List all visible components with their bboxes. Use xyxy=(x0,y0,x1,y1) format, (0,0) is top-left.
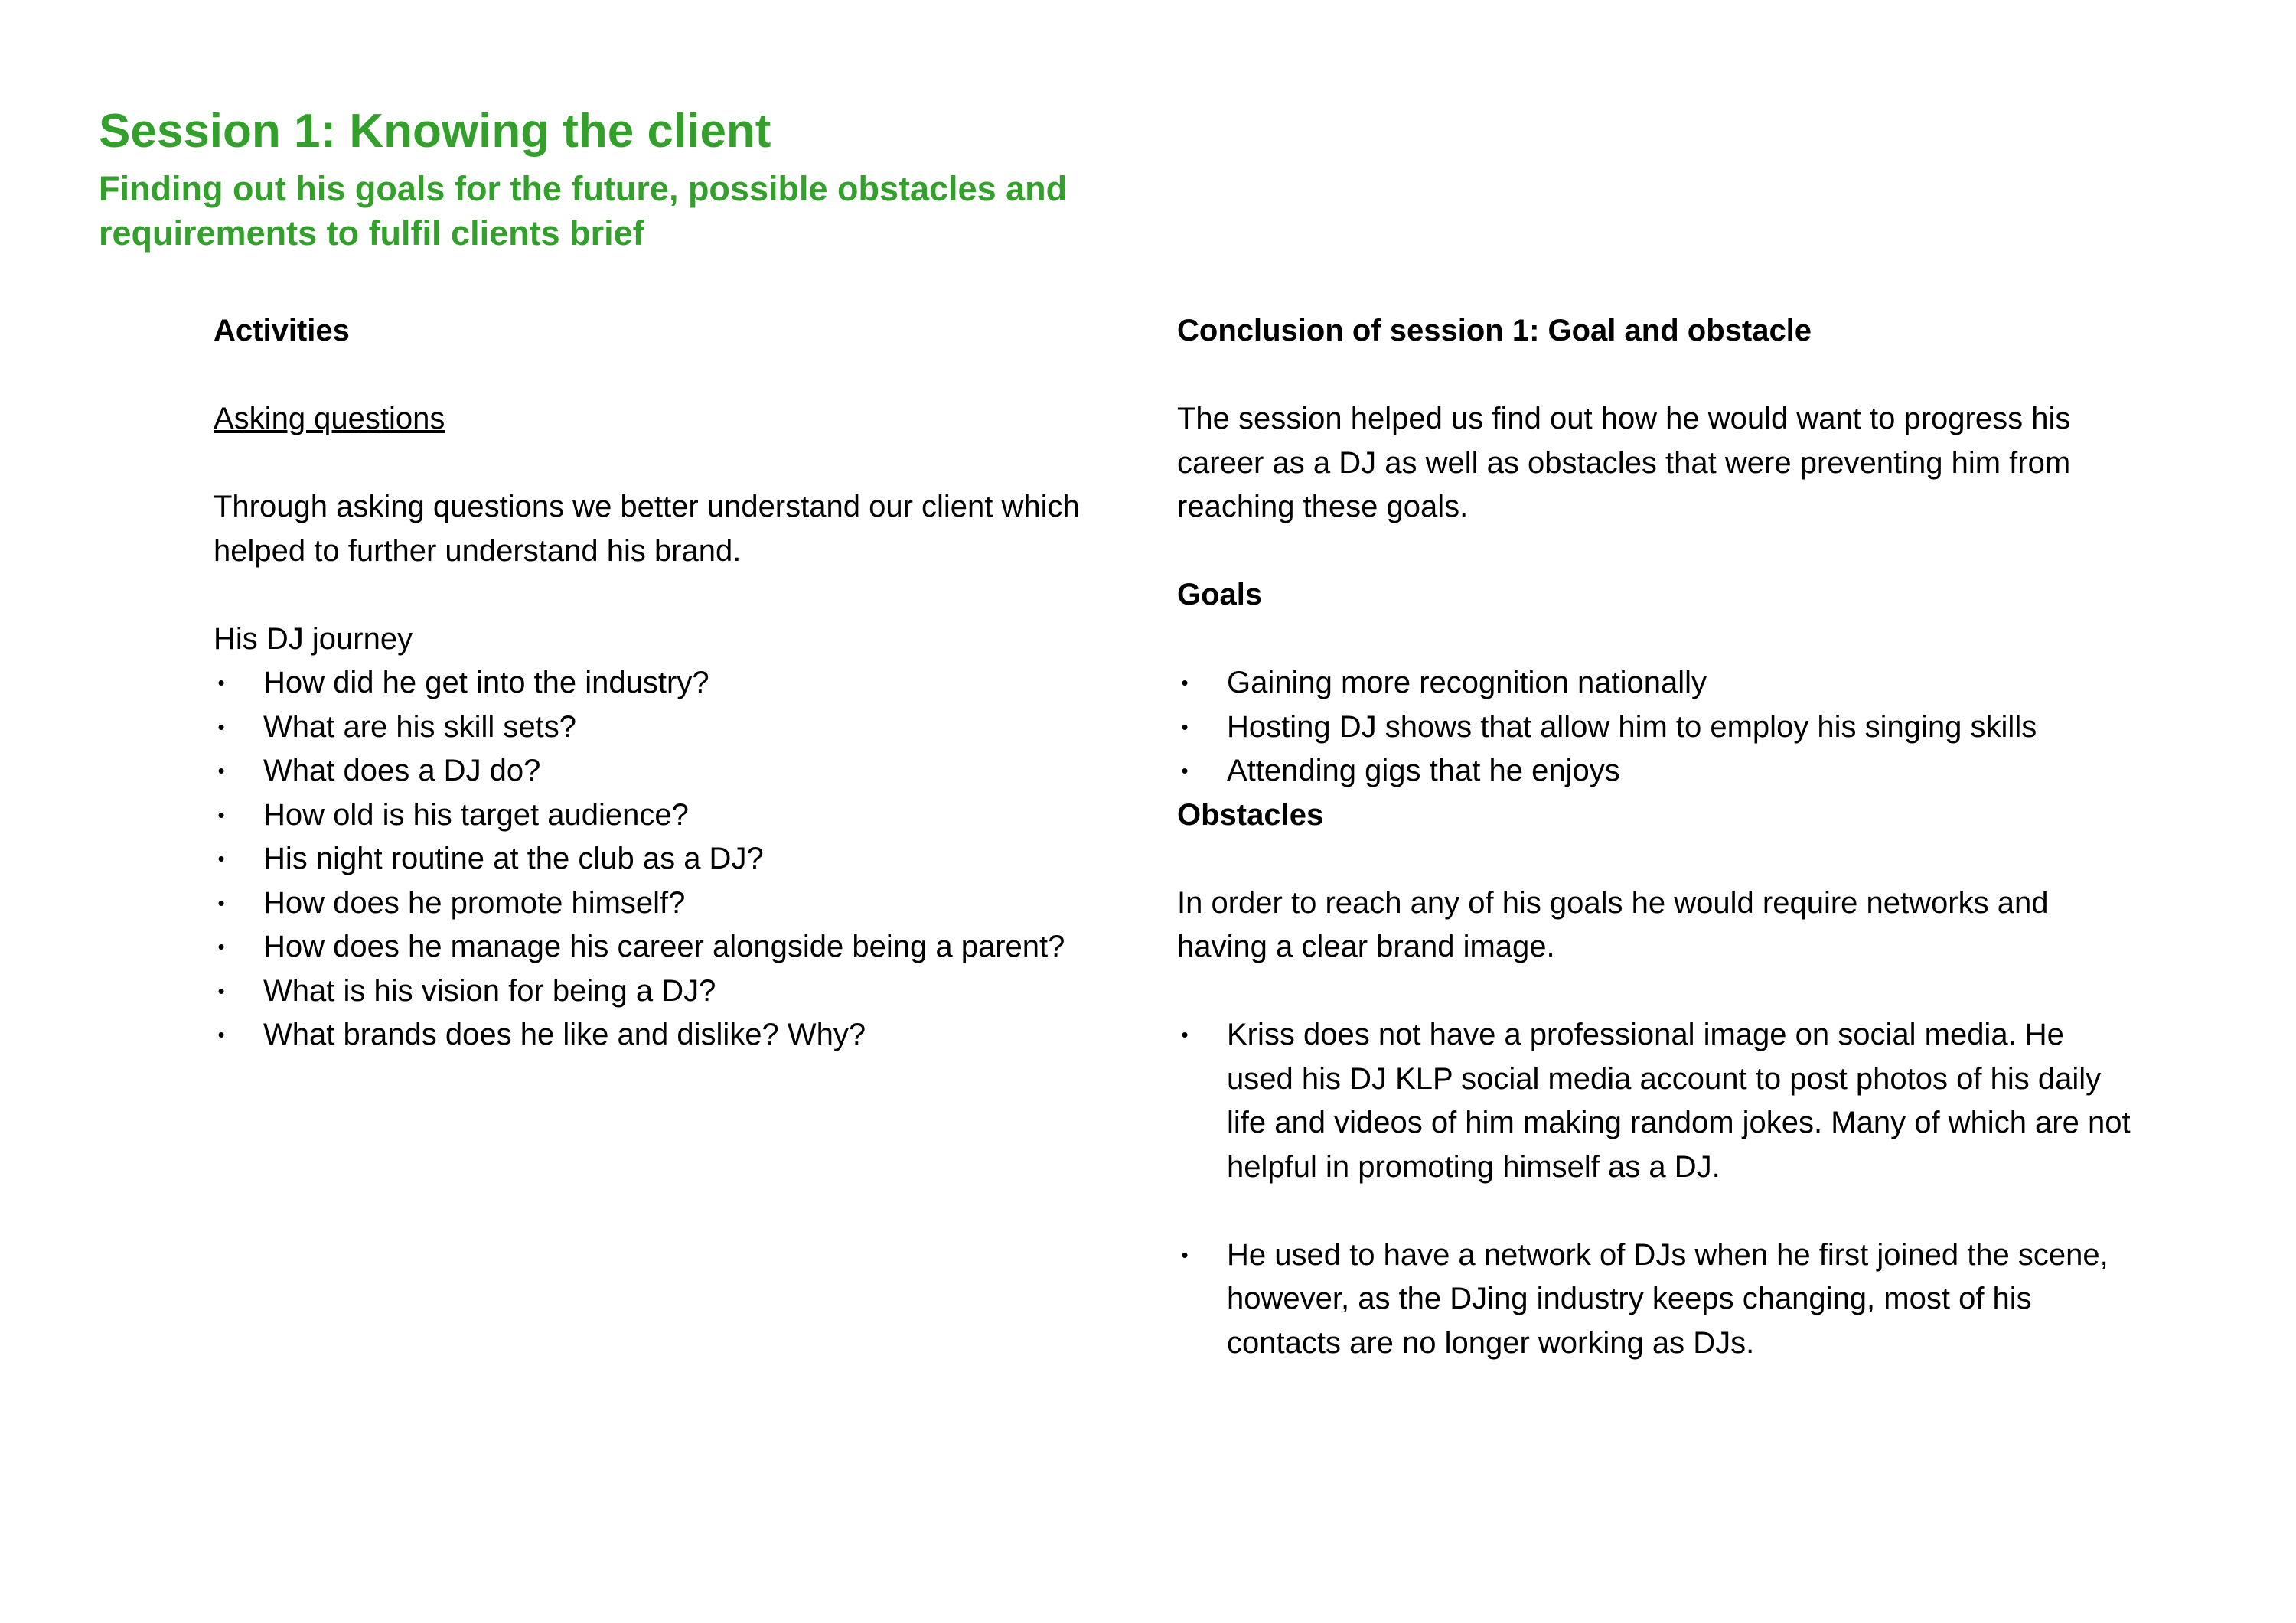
question-text: How does he promote himself? xyxy=(263,885,686,920)
bullet-icon: • xyxy=(1181,1023,1189,1046)
bullet-icon: • xyxy=(217,715,225,738)
page-title: Session 1: Knowing the client xyxy=(99,105,771,158)
question-text: His night routine at the club as a DJ? xyxy=(263,842,764,875)
bullet-icon: • xyxy=(217,847,225,870)
goal-text: Attending gigs that he enjoys xyxy=(1227,754,1620,787)
question-text: How old is his target audience? xyxy=(263,797,689,832)
list-item xyxy=(214,1013,1147,1058)
list-item xyxy=(1177,1013,2134,1189)
bullet-icon: • xyxy=(1181,715,1189,738)
bullet-icon: • xyxy=(217,935,225,958)
list-item xyxy=(214,837,1147,882)
bullet-icon: • xyxy=(1181,671,1189,694)
list-item xyxy=(1177,661,2134,706)
bullet-icon: • xyxy=(217,979,225,1002)
bullet-icon: • xyxy=(217,1023,225,1046)
list-item xyxy=(214,882,1147,926)
list-item xyxy=(214,925,1147,970)
question-text: What does a DJ do? xyxy=(263,754,541,787)
questions-list xyxy=(214,661,1147,1058)
list-item xyxy=(214,706,1147,750)
question-text: What is his vision for being a DJ? xyxy=(263,973,716,1008)
bullet-icon: • xyxy=(217,891,225,914)
conclusion-column xyxy=(1177,309,2134,1365)
list-item xyxy=(214,970,1147,1014)
obstacle-text: Kriss does not have a professional image on social media. He used his DJ KLP social media account to post photos of his daily life and videos of him making random jokes. Many of which are not helpful in promoting himself as a DJ. xyxy=(1227,1018,2131,1184)
bullet-icon: • xyxy=(217,671,225,694)
bullet-icon: • xyxy=(1181,1243,1189,1266)
page-subtitle: Finding out his goals for the future, possible obstacles and requirements to fulfil clients brief xyxy=(99,169,1068,253)
question-text: How did he get into the industry? xyxy=(263,666,709,699)
list-item xyxy=(214,661,1147,706)
conclusion-heading: Conclusion of session 1: Goal and obstacle xyxy=(1177,314,1812,347)
question-text: How does he manage his career alongside being a parent? xyxy=(263,930,1065,963)
goal-text: Hosting DJ shows that allow him to employ his singing skills xyxy=(1227,709,2037,744)
question-text: What are his skill sets? xyxy=(263,709,577,744)
dj-journey-label: His DJ journey xyxy=(214,621,413,656)
obstacle-text: He used to have a network of DJs when he first joined the scene, however, as the DJing industry keeps changing, most of his contacts are no longer working as DJs. xyxy=(1227,1237,2108,1360)
list-item xyxy=(1177,749,2134,794)
list-item xyxy=(214,794,1147,838)
activities-heading: Activities xyxy=(214,314,350,347)
goals-list xyxy=(1177,661,2134,794)
obstacles-heading: Obstacles xyxy=(1177,797,1324,832)
asking-questions-link[interactable]: Asking questions xyxy=(214,402,445,435)
bullet-icon: • xyxy=(217,803,225,826)
obstacles-list xyxy=(1177,1013,2134,1365)
goals-heading: Goals xyxy=(1177,578,1263,611)
conclusion-intro: The session helped us find out how he would want to progress his career as a DJ as well as obstacles that were preventing him from reaching these goals. xyxy=(1177,402,2071,523)
list-item xyxy=(1177,1234,2134,1366)
bullet-icon: • xyxy=(217,759,225,782)
activities-column xyxy=(214,309,1147,1058)
activities-intro: Through asking questions we better understand our client which helped to further understand his brand. xyxy=(214,490,1080,568)
goal-text: Gaining more recognition nationally xyxy=(1227,666,1707,699)
list-item xyxy=(214,749,1147,794)
question-text: What brands does he like and dislike? Why? xyxy=(263,1018,866,1051)
bullet-icon: • xyxy=(1181,759,1189,782)
list-item xyxy=(1177,706,2134,750)
obstacles-intro: In order to reach any of his goals he would require networks and having a clear brand image. xyxy=(1177,885,2049,963)
